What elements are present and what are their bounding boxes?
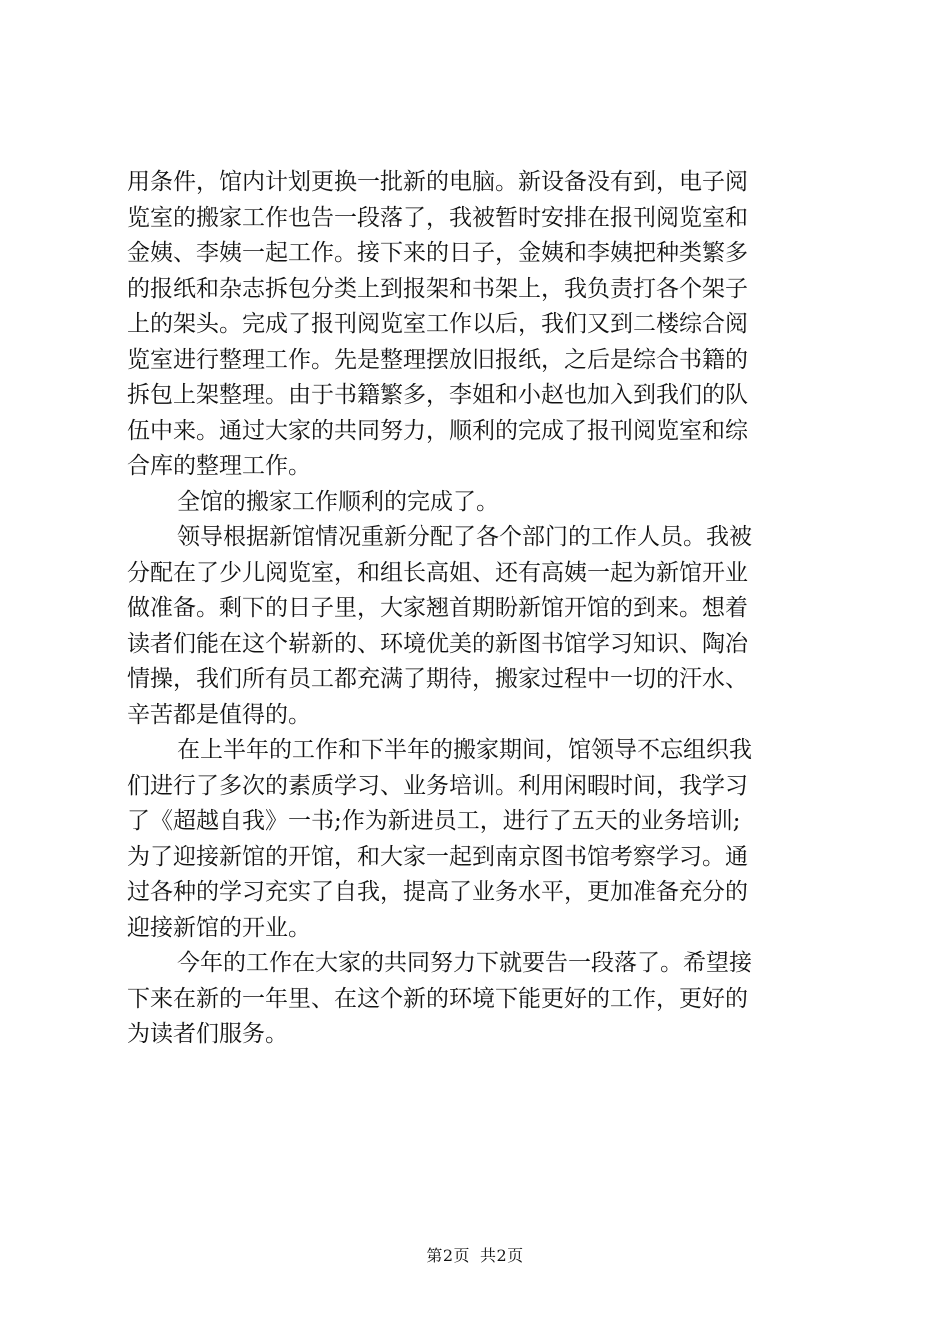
text-line: 为读者们服务。 bbox=[127, 1021, 288, 1047]
text-line: 合库的整理工作。 bbox=[127, 453, 311, 479]
text-line: 用条件，馆内计划更换一批新的电脑。新设备没有到，电子阅 bbox=[127, 169, 748, 195]
page-number: 第2页 bbox=[426, 1246, 470, 1265]
text-line: 伍中来。通过大家的共同努力，顺利的完成了报刊阅览室和综 bbox=[127, 417, 748, 444]
text-line: 迎接新馆的开业。 bbox=[127, 914, 311, 941]
text-line: 的报纸和杂志拆包分类上到报架和书架上，我负责打各个架子 bbox=[127, 275, 748, 302]
text-line: 金姨、李姨一起工作。接下来的日子，金姨和李姨把种类繁多 bbox=[127, 240, 748, 266]
document-body bbox=[127, 165, 847, 1053]
text-line: 览室的搬家工作也告一段落了，我被暂时安排在报刊阅览室和 bbox=[127, 204, 748, 231]
paragraph-start-line: 领导根据新馆情况重新分配了各个部门的工作人员。我被 bbox=[177, 524, 752, 550]
text-line: 们进行了多次的素质学习、业务培训。利用闲暇时间，我学习 bbox=[127, 772, 748, 799]
text-line: 了《超越自我》一书;作为新进员工，进行了五天的业务培训; bbox=[127, 808, 741, 834]
paragraph-start-line: 全馆的搬家工作顺利的完成了。 bbox=[177, 488, 499, 515]
page-footer bbox=[0, 1243, 950, 1266]
text-line: 读者们能在这个崭新的、环境优美的新图书馆学习知识、陶冶 bbox=[127, 630, 748, 657]
paragraph-start-line: 在上半年的工作和下半年的搬家期间，馆领导不忘组织我 bbox=[177, 737, 752, 763]
text-line: 上的架头。完成了报刊阅览室工作以后，我们又到二楼综合阅 bbox=[127, 311, 748, 337]
text-line: 览室进行整理工作。先是整理摆放旧报纸，之后是综合书籍的 bbox=[127, 346, 748, 373]
text-line: 拆包上架整理。由于书籍繁多，李姐和小赵也加入到我们的队 bbox=[127, 382, 748, 408]
text-line: 过各种的学习充实了自我，提高了业务水平，更加准备充分的 bbox=[127, 879, 748, 905]
paragraph-start-line: 今年的工作在大家的共同努力下就要告一段落了。希望接 bbox=[177, 950, 752, 976]
text-line: 辛苦都是值得的。 bbox=[127, 701, 311, 728]
page-total: 共2页 bbox=[480, 1246, 524, 1265]
text-line: 为了迎接新馆的开馆，和大家一起到南京图书馆考察学习。通 bbox=[127, 843, 748, 870]
text-line: 下来在新的一年里、在这个新的环境下能更好的工作，更好的 bbox=[127, 985, 748, 1012]
text-line: 分配在了少儿阅览室，和组长高姐、还有高姨一起为新馆开业 bbox=[127, 559, 748, 586]
text-line: 情操，我们所有员工都充满了期待，搬家过程中一切的汗水、 bbox=[127, 666, 748, 692]
text-line: 做准备。剩下的日子里，大家翘首期盼新馆开馆的到来。想着 bbox=[127, 595, 748, 621]
